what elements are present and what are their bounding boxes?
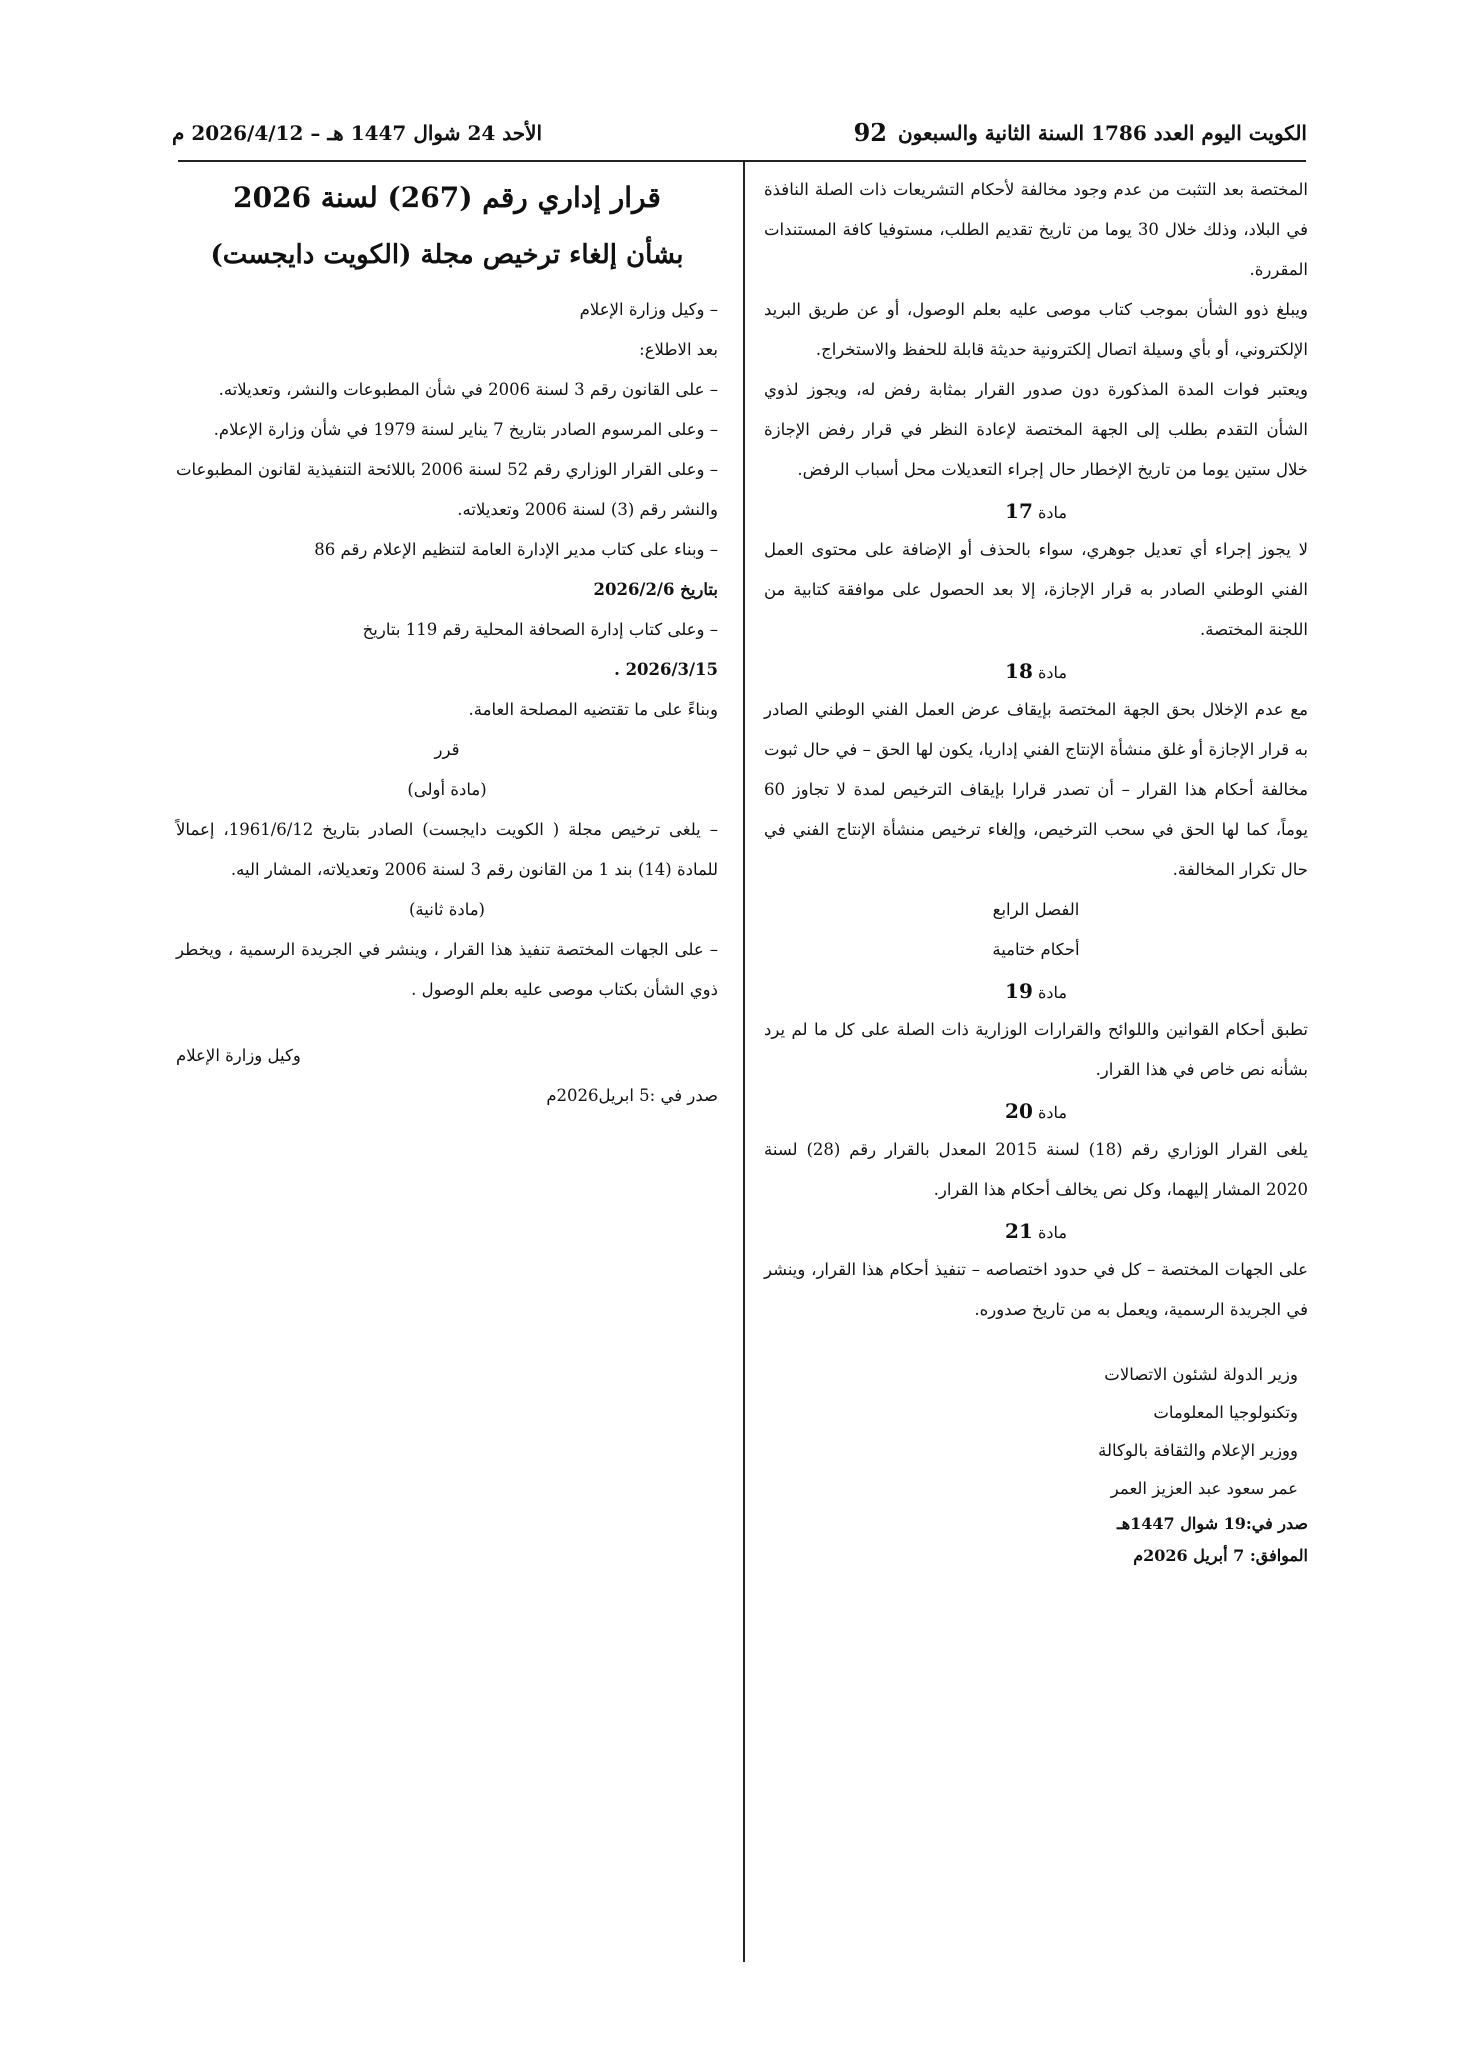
article-two-heading: (مادة ثانية) (408, 900, 485, 919)
recital-date: 2026/3/15 . (614, 660, 718, 679)
article-number: 20 (1005, 1099, 1033, 1123)
page-number: 92 (853, 118, 887, 147)
preamble-heading: بعد الاطلاع: (639, 340, 718, 359)
article-one-text: – يلغى ترخيص مجلة ( الكويت دايجست) الصادر بتاريخ 1961/6/12، إعمالاً للمادة (14) بند 1 من القانون رقم 3 لسنة 2006 وتعديلاته، المشار اليه. (176, 820, 718, 879)
paragraph: المختصة بعد التثبت من عدم وجود مخالفة لأحكام التشريعات ذات الصلة النافذة في البلاد، وذلك خلال 30 يوما من تاريخ تقديم الطلب، مستوفيا كافة المستندات المقررة. (764, 180, 1308, 279)
issuer-line: – وكيل وزارة الإعلام (579, 300, 718, 319)
signature-line: وتكنولوجيا المعلومات (1153, 1403, 1298, 1422)
recital: – وعلى القرار الوزاري رقم 52 لسنة 2006 باللائحة التنفيذية لقانون المطبوعات والنشر رقم (3) لسنة 2006 وتعديلاته. (176, 460, 719, 519)
paragraph: يلغى القرار الوزاري رقم (18) لسنة 2015 المعدل بالقرار رقم (28) لسنة 2020 المشار إليهما، وكل نص يخالف أحكام هذا القرار. (764, 1140, 1308, 1199)
article-label: مادة (1037, 983, 1067, 1002)
recital: – وبناء على كتاب مدير الإدارة العامة لتنظيم الإعلام رقم 86 (314, 540, 718, 559)
article-heading-19 (764, 974, 1308, 1010)
article-heading-20 (764, 1094, 1308, 1130)
article-heading-17 (764, 494, 1308, 530)
article-number: 17 (1005, 499, 1033, 523)
decision-title: قرار إداري رقم (267) لسنة 2026 (233, 181, 661, 214)
article-heading-18 (764, 654, 1308, 690)
undersecretary-signature: وكيل وزارة الإعلام (176, 1046, 301, 1065)
article-one-heading: (مادة أولى) (407, 780, 487, 799)
recital: – وعلى المرسوم الصادر بتاريخ 7 يناير لسنة 1979 في شأن وزارة الإعلام. (213, 420, 718, 439)
article-number: 19 (1005, 979, 1033, 1003)
article-number: 21 (1005, 1219, 1033, 1243)
signature-line: ووزير الإعلام والثقافة بالوكالة (1098, 1441, 1298, 1460)
recital: – على القانون رقم 3 لسنة 2006 في شأن المطبوعات والنشر، وتعديلاته. (218, 380, 718, 399)
paragraph: ويبلغ ذوو الشأن بموجب كتاب موصى عليه بعلم الوصول، أو عن طريق البريد الإلكتروني، أو بأي وسيلة اتصال إلكترونية حديثة قابلة للحفظ والاستخراج. (764, 300, 1308, 359)
recital-date: بتاريخ 2026/2/6 (593, 580, 718, 599)
article-label: مادة (1037, 503, 1067, 522)
decision-subtitle: بشأن إلغاء ترخيص مجلة (الكويت دايجست) (210, 240, 684, 270)
article-heading-21 (764, 1214, 1308, 1250)
header-rule (178, 160, 1306, 162)
signature-line: وزير الدولة لشئون الاتصالات (1104, 1365, 1298, 1384)
decision-issue-date: صدر في :5 ابريل2026م (546, 1086, 718, 1105)
issue-date: الأحد 24 شوال 1447 هـ – 2026/4/12 م (172, 121, 543, 145)
article-label: مادة (1037, 663, 1067, 682)
decided-heading: قرر (434, 740, 460, 759)
paragraph: ويعتبر فوات المدة المذكورة دون صدور القرار بمثابة رفض له، ويجوز لذوي الشأن التقدم بطلب إلى الجهة المختصة لإعادة النظر في قرار رفض الإجازة خلال ستين يوما من تاريخ الإخطار حال إجراء التعديلات محل أسباب الرفض. (764, 380, 1308, 479)
article-label: مادة (1037, 1223, 1067, 1242)
paragraph: تطبق أحكام القوانين واللوائح والقرارات الوزارية ذات الصلة على كل ما لم يرد بشأنه نص خاص في هذا القرار. (764, 1020, 1308, 1079)
article-number: 18 (1005, 659, 1033, 683)
article-two-text: – على الجهات المختصة تنفيذ هذا القرار ، وينشر في الجريدة الرسمية ، ويخطر ذوي الشأن بكتاب موصى عليه بعلم الوصول . (176, 940, 718, 999)
paragraph: لا يجوز إجراء أي تعديل جوهري، سواء بالحذف أو الإضافة على محتوى العمل الفني الوطني الصادر به قرار الإجازة، إلا بعد الحصول على موافقة كتابية من اللجنة المختصة. (764, 540, 1308, 639)
issued-gregorian: الموافق: 7 أبريل 2026م (1133, 1546, 1308, 1565)
paragraph: مع عدم الإخلال بحق الجهة المختصة بإيقاف عرض العمل الفني الوطني الصادر به قرار الإجازة أو غلق منشأة الإنتاج الفني إداريا، يكون لها الحق – في حال ثبوت مخالفة أحكام هذا القرار – أن تصدر قرارا بإيقاف الترخيص لمدة لا تجاوز 60 يوماً، كما لها الحق في سحب الترخيص، وإلغاء ترخيص منشأة الإنتاج الفني في حال تكرار المخالفة. (764, 700, 1308, 879)
public-interest-line: وبناءً على ما تقتضيه المصلحة العامة. (468, 700, 718, 719)
signature-name: عمر سعود عبد العزيز العمر (1110, 1479, 1298, 1498)
gazette-issue-info: الكويت اليوم العدد 1786 السنة الثانية والسبعون (897, 121, 1307, 145)
chapter-title: أحكام ختامية (992, 940, 1080, 959)
minister-signature (764, 1356, 1308, 1508)
paragraph: على الجهات المختصة – كل في حدود اختصاصه – تنفيذ أحكام هذا القرار، وينشر في الجريدة الرسمية، ويعمل به من تاريخ صدوره. (764, 1260, 1308, 1319)
issued-hijri: صدر في:19 شوال 1447هـ (1117, 1514, 1308, 1533)
page-header (172, 118, 1307, 158)
chapter-heading: الفصل الرابع (992, 900, 1080, 919)
recital: – وعلى كتاب إدارة الصحافة المحلية رقم 119 بتاريخ (362, 620, 718, 639)
article-label: مادة (1037, 1103, 1067, 1122)
column-divider (743, 162, 745, 1962)
left-column (176, 170, 718, 1116)
right-column (764, 170, 1308, 1572)
issue-date-note (764, 1508, 1308, 1572)
